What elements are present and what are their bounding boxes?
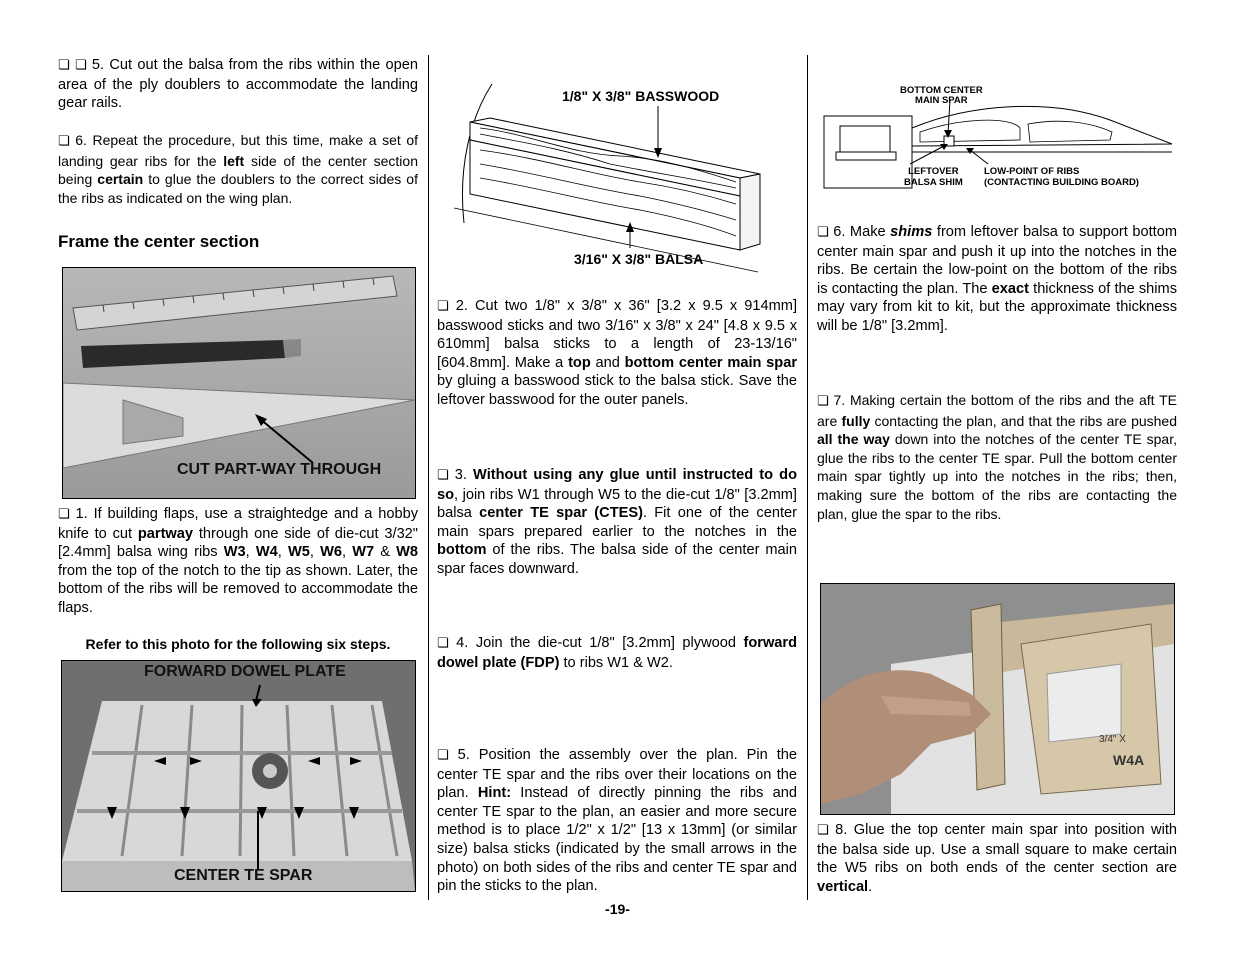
photo-square-check	[820, 583, 1175, 815]
checkbox-icon[interactable]: ❏	[58, 134, 70, 149]
diagram-label-balsa: 3/16" X 3/8" BALSA	[574, 251, 704, 267]
step-3-paragraph: ❏ 3. Without using any glue until instructed to do so, join ribs W1 through W5 to the die-cut 1/8" [3.2mm] balsa center TE spar (CTES). Fit one of the center main spars prepared earlier to the notches in the bottom of the ribs. The balsa side of the center main spar faces downward.	[437, 467, 797, 577]
checkbox-icon[interactable]: ❏	[437, 468, 449, 483]
step-8-paragraph: ❏ 8. Glue the top center main spar into position with the balsa side up. Use a small square to make certain the W5 ribs on both ends of the center section are vertical.	[817, 822, 1178, 895]
checkbox-icon[interactable]: ❏	[817, 394, 829, 409]
page-number: -19-	[605, 901, 630, 917]
checkbox-icon[interactable]: ❏	[58, 507, 70, 522]
diagram-label-spar: BOTTOM CENTER MAIN SPAR	[900, 85, 983, 106]
column-divider-right	[807, 55, 808, 900]
section-heading: Frame the center section	[58, 232, 260, 251]
checkbox-icon[interactable]: ❏	[437, 299, 449, 314]
step-6-paragraph: ❏ 6. Repeat the procedure, but this time, make a set of landing gear ribs for the left side of the center section being certain to glue the doublers to the correct sides of the ribs as indicated on the wing plan.	[58, 132, 418, 206]
step-5b-paragraph: ❏ 5. Position the assembly over the plan. Pin the center TE spar and the ribs over their locations on the plan. Hint: Instead of directly pinning the ribs and center TE spar to the plan, an easier and more secure method is to place 1/2" x 1/2" [13 x 13mm] (or similar size) balsa sticks (indicated by the small arrows in the photo) on both sides of the ribs and center TE spar and pin the sticks to the plan.	[437, 747, 798, 895]
photo-label-top: FORWARD DOWEL PLATE	[144, 663, 346, 680]
step-6b-paragraph: ❏ 6. Make shims from leftover balsa to support bottom center main spar and push it up into the notches in the ribs. Be certain the low-point on the bottom of the ribs is contacting the plan. The exact thickness of the shims may vary from kit to kit, but the approximate thickness will be 1/8" [3.2mm].	[817, 224, 1177, 334]
diagram-label-shim: LEFTOVER BALSA SHIM	[904, 166, 963, 188]
photo-label-small1: 3/4" X	[1099, 734, 1126, 745]
diagram-label-lowpoint: LOW-POINT OF RIBS (CONTACTING BUILDING BOARD)	[984, 166, 1139, 188]
checkbox-icon[interactable]: ❏	[817, 225, 829, 240]
spar-diagram	[440, 78, 800, 278]
step-2-paragraph: ❏ 2. Cut two 1/8" x 3/8" x 36" [3.2 x 9.5 x 914mm] basswood sticks and two 3/16" x 3/8" x 24" [4.8 x 9.5 x 610mm] balsa sticks to a length of 23-13/16" [604.8mm]. Make a top and bottom center main spar by gluing a basswood stick to the balsa stick. Save the leftover basswood for the outer panels.	[437, 298, 798, 408]
photo-label: CUT PART-WAY THROUGH	[177, 461, 382, 478]
checkbox-icon[interactable]: ❏	[437, 636, 449, 651]
step-5-paragraph: ❏ ❏ 5. Cut out the balsa from the ribs within the open area of the ply doublers to accommodate the landing gear rails.	[58, 57, 418, 112]
checkbox-icon[interactable]: ❏	[817, 823, 829, 838]
photo-rib-cut	[62, 267, 416, 499]
photo-label-small2: W4A	[1113, 752, 1145, 768]
photo-assembly	[61, 660, 416, 892]
step-1-paragraph: ❏ 1. If building flaps, use a straightedge and a hobby knife to cut partway through one side of die-cut 3/32" [2.4mm] balsa wing ribs W3, W4, W5, W6, W7 & W8 from the top of the notch to the tip as shown. Later, the bottom of the ribs will be removed to accommodate the flaps.	[58, 506, 419, 616]
photo-caption: Refer to this photo for the following six steps.	[85, 636, 391, 652]
photo-label-bottom: CENTER TE SPAR	[174, 867, 313, 884]
square-check-illustration	[821, 584, 1174, 814]
assembly-illustration	[62, 661, 415, 891]
step-4-paragraph: ❏ 4. Join the die-cut 1/8" [3.2mm] plywood forward dowel plate (FDP) to ribs W1 & W2.	[437, 635, 797, 671]
checkbox-icon[interactable]: ❏	[437, 748, 449, 763]
step-7-paragraph: ❏ 7. Making certain the bottom of the ribs and the aft TE are fully contacting the plan, and that the ribs are pushed all the way down into the notches of the center TE spar, glue the ribs to the center TE spar. Pull the bottom center main spar tightly up into the notches in the ribs; then, making sure the bottom of the ribs are contacting the plan, glue the spar to the ribs.	[817, 392, 1178, 522]
checkbox-icon[interactable]: ❏ ❏	[58, 58, 87, 73]
shim-diagram	[820, 84, 1180, 194]
diagram-label-basswood: 1/8" X 3/8" BASSWOOD	[562, 88, 720, 104]
column-divider-left	[428, 55, 429, 900]
spar-diagram-drawing	[440, 78, 800, 278]
